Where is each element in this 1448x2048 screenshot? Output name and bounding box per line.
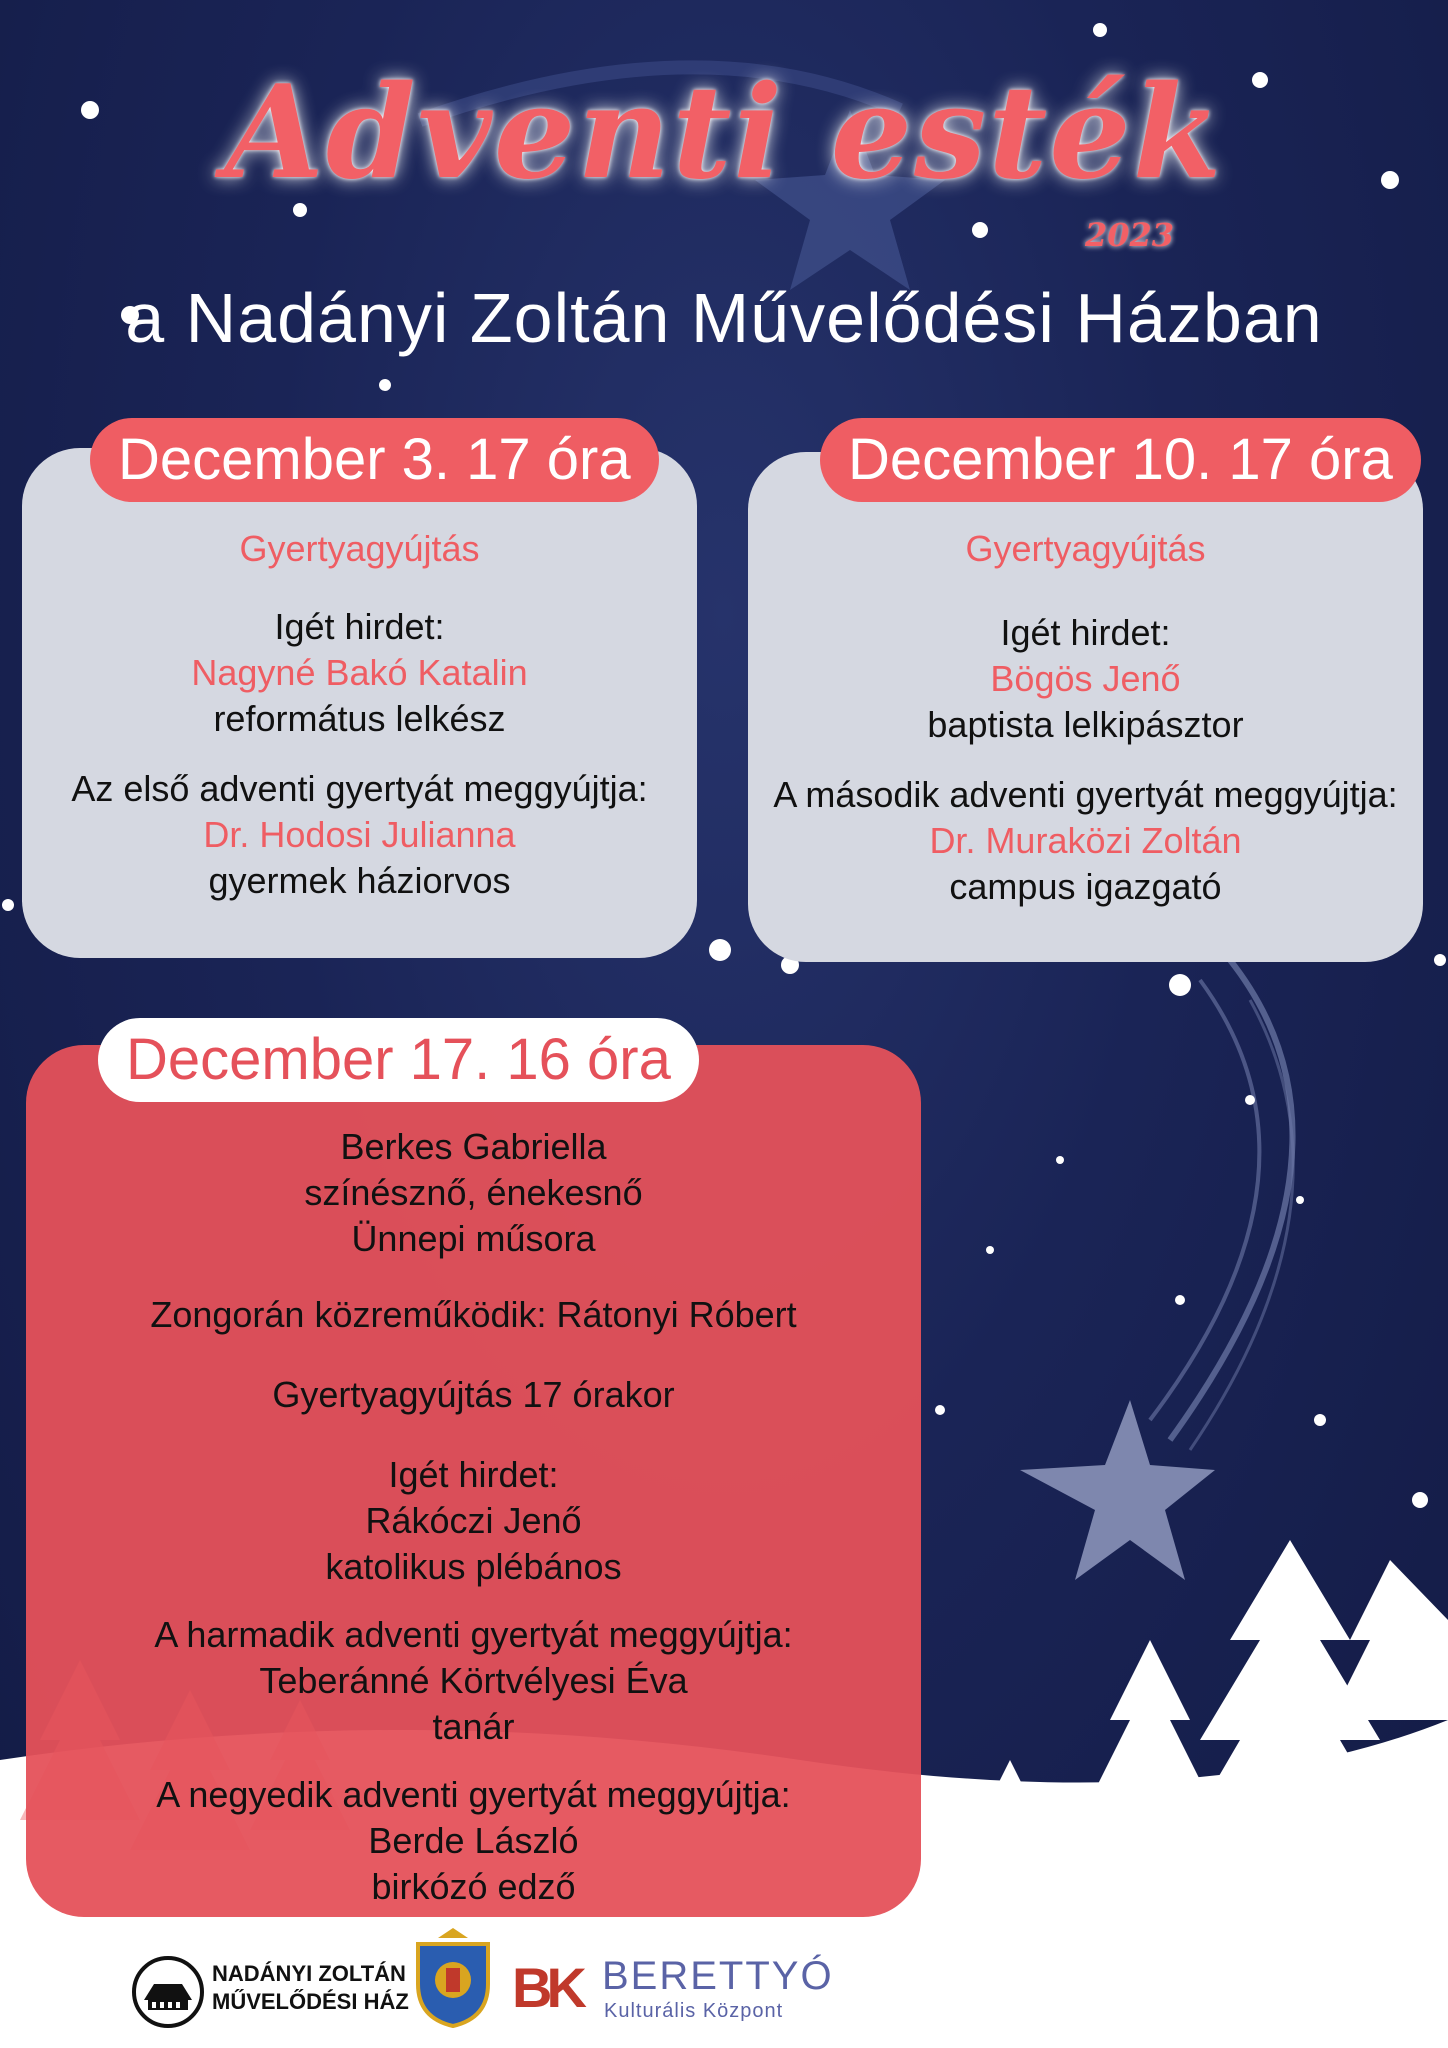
event-line: színésznő, énekesnő xyxy=(304,1172,643,1213)
event-line: Rákóczi Jenő xyxy=(365,1500,582,1541)
event-line: campus igazgató xyxy=(949,866,1222,907)
event-line: birkózó edző xyxy=(371,1866,576,1907)
event-line: Gyertyagyújtás xyxy=(239,528,480,569)
event-line: református lelkész xyxy=(213,698,506,739)
event-line: Igét hirdet: xyxy=(274,606,445,647)
page-subtitle: a Nadányi Zoltán Művelődési Házban xyxy=(125,279,1323,357)
event-line: A negyedik adventi gyertyát meggyújtja: xyxy=(156,1774,791,1815)
event-line: A második adventi gyertyát meggyújtja: xyxy=(773,774,1398,815)
event-line: Az első adventi gyertyát meggyújtja: xyxy=(71,768,648,809)
event-line: Berde László xyxy=(368,1820,579,1861)
event-line: tanár xyxy=(432,1706,515,1747)
event-line: Gyertyagyújtás 17 órakor xyxy=(272,1374,675,1415)
footer xyxy=(0,1948,1448,2028)
logo-line: MŰVELŐDÉSI HÁZ xyxy=(212,1989,409,2014)
event-line: gyermek háziorvos xyxy=(208,860,511,901)
berettyo-mark: BK xyxy=(512,1956,581,2019)
event-date-dec-17: December 17. 16 óra xyxy=(98,1018,699,1102)
event-details-dec-3 xyxy=(22,526,697,904)
muvelodesi-haz-logo-icon xyxy=(130,1954,206,2030)
event-line: Teberánné Körtvélyesi Éva xyxy=(259,1660,688,1701)
event-details-dec-17 xyxy=(26,1124,921,1910)
event-line: Nagyné Bakó Katalin xyxy=(191,652,528,693)
event-line: Igét hirdet: xyxy=(1000,612,1171,653)
event-details-dec-10 xyxy=(748,526,1423,910)
event-date-dec-10: December 10. 17 óra xyxy=(820,418,1421,502)
event-line: baptista lelkipásztor xyxy=(927,704,1244,745)
coat-of-arms-icon xyxy=(408,1928,498,2028)
event-line: Gyertyagyújtás xyxy=(965,528,1206,569)
page-title: Adventi esték xyxy=(224,58,1224,208)
event-line: Dr. Hodosi Julianna xyxy=(203,814,516,855)
shooting-star-icon xyxy=(1020,1400,1215,1580)
event-line: Zongorán közreműködik: Rátonyi Róbert xyxy=(150,1294,797,1335)
muvelodesi-haz-logo-text xyxy=(212,1960,409,2016)
event-line: A harmadik adventi gyertyát meggyújtja: xyxy=(154,1614,793,1655)
event-line: Dr. Muraközi Zoltán xyxy=(929,820,1242,861)
berettyo-sub: Kulturális Központ xyxy=(604,2000,784,2022)
berettyo-name: BERETTYÓ xyxy=(602,1954,834,1998)
event-line: Ünnepi műsora xyxy=(351,1218,596,1259)
logo-line: NADÁNYI ZOLTÁN xyxy=(212,1961,406,1986)
event-line: Bögös Jenő xyxy=(990,658,1181,699)
event-date-dec-3: December 3. 17 óra xyxy=(90,418,659,502)
event-line: Berkes Gabriella xyxy=(340,1126,607,1167)
event-line: katolikus plébános xyxy=(325,1546,622,1587)
year-label: 2023 xyxy=(1085,216,1175,254)
event-line: Igét hirdet: xyxy=(388,1454,559,1495)
